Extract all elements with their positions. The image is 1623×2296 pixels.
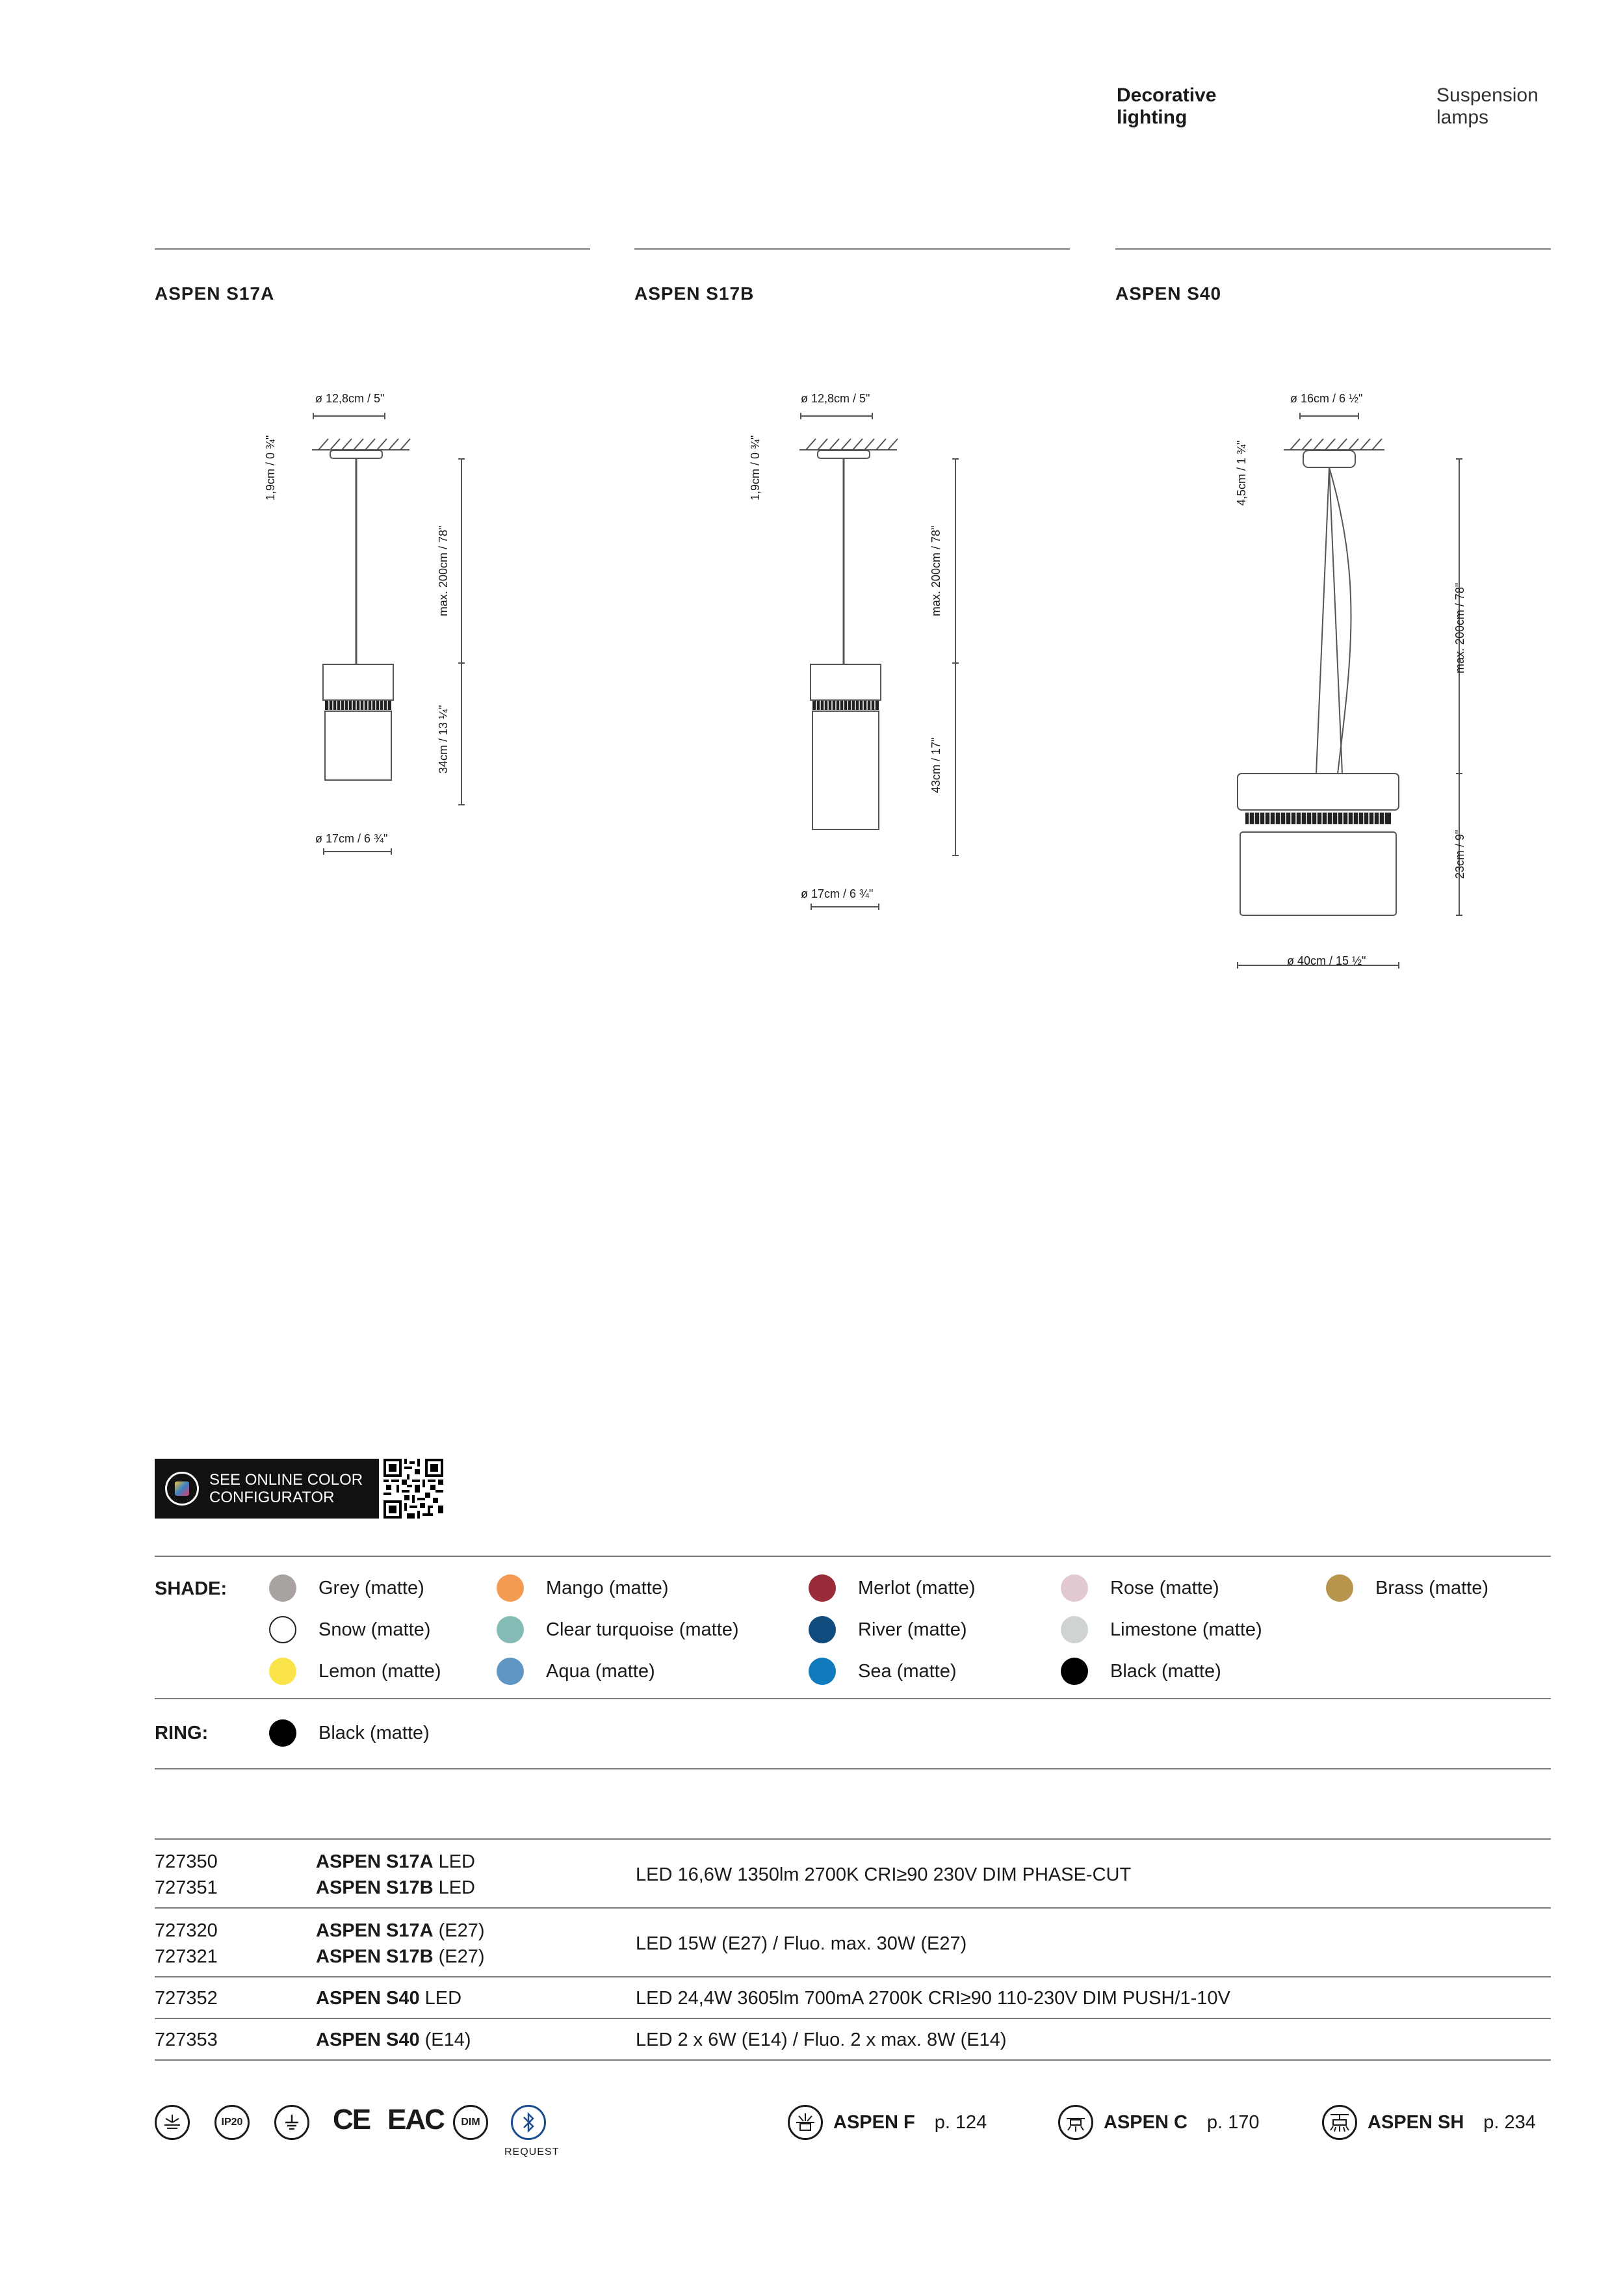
- shade-swatch: [269, 1574, 424, 1602]
- configurator-line1: SEE ONLINE COLOR: [209, 1471, 363, 1489]
- related-aspen-c-name: ASPEN C: [1104, 2111, 1188, 2133]
- table-rule-3: [155, 2018, 1551, 2019]
- shade-swatch: [1061, 1574, 1219, 1602]
- dim-body-h-s17b: 43cm / 17": [929, 737, 942, 793]
- shade-top-rule: [155, 1556, 1551, 1557]
- drawing-s17b: [734, 384, 968, 917]
- ip20-icon: IP20: [214, 2105, 250, 2140]
- request-label: REQUEST: [504, 2146, 560, 2158]
- related-aspen-sh-link[interactable]: [1322, 2105, 1536, 2140]
- related-aspen-f-name: ASPEN F: [833, 2111, 915, 2133]
- table-row-1-spec: LED 16,6W 1350lm 2700K CRI≥90 230V DIM PHASE-CUT: [636, 1864, 1132, 1885]
- color-configurator-button[interactable]: [155, 1459, 379, 1519]
- related-aspen-f-page: p. 124: [934, 2111, 987, 2133]
- dim-diam-top-s40: ø 16cm / 6 ½": [1290, 392, 1363, 405]
- shade-color-dot: [1326, 1574, 1353, 1602]
- column-divider-1: [155, 248, 590, 250]
- shade-swatch: [1061, 1658, 1221, 1685]
- shade-color-dot: [497, 1658, 524, 1685]
- shade-color-dot: [809, 1616, 836, 1643]
- dimmable-icon: DIM: [453, 2105, 488, 2140]
- dim-max-len-s17b: max. 200cm / 78": [929, 525, 942, 616]
- related-aspen-c-page: p. 170: [1206, 2111, 1260, 2133]
- table-row-4-codes: 727353: [155, 2029, 218, 2050]
- shade-color-dot: [269, 1574, 296, 1602]
- qr-code-icon[interactable]: [383, 1459, 443, 1519]
- related-aspen-sh-page: p. 234: [1483, 2111, 1536, 2133]
- table-row-2-spec: LED 15W (E27) / Fluo. max. 30W (E27): [636, 1933, 967, 1954]
- dim-diam-top-s17b: ø 12,8cm / 5": [801, 392, 870, 405]
- related-aspen-sh-name: ASPEN SH: [1368, 2111, 1464, 2133]
- shade-color-name: Mango (matte): [546, 1577, 669, 1598]
- category-label: [1117, 85, 1216, 129]
- ring-bottom-rule: [155, 1768, 1551, 1769]
- shade-color-name: Merlot (matte): [858, 1577, 976, 1598]
- shade-color-name: Grey (matte): [318, 1577, 424, 1598]
- table-rule-0: [155, 1838, 1551, 1840]
- ring-color-name: Black (matte): [318, 1722, 430, 1743]
- shade-color-dot: [1061, 1658, 1088, 1685]
- product-title-s40: ASPEN S40: [1115, 283, 1222, 304]
- shade-color-name: River (matte): [858, 1619, 967, 1640]
- shade-swatch: [497, 1574, 669, 1602]
- shade-color-name: Lemon (matte): [318, 1660, 441, 1682]
- shade-label: SHADE:: [155, 1578, 227, 1599]
- category-line2: lighting: [1117, 107, 1188, 128]
- product-title-s17a: ASPEN S17A: [155, 283, 275, 304]
- dim-diam-top-s17a: ø 12,8cm / 5": [315, 392, 385, 405]
- shade-swatch: [809, 1574, 975, 1602]
- related-aspen-c-link[interactable]: [1058, 2105, 1260, 2140]
- shade-color-dot: [1061, 1574, 1088, 1602]
- category-line1: Decorative: [1117, 85, 1217, 106]
- table-row-3-names: ASPEN S40 LED: [316, 1988, 462, 2009]
- dim-body-h-s17a: 34cm / 13 ¼": [437, 705, 450, 774]
- shade-bottom-rule: [155, 1698, 1551, 1699]
- shade-swatch: [809, 1658, 957, 1685]
- eac-mark-icon: EAC: [387, 2104, 444, 2135]
- drawing-s17a: [247, 384, 481, 865]
- shade-swatch: [497, 1658, 655, 1685]
- dim-diam-bottom-s17b: ø 17cm / 6 ¾": [801, 887, 874, 900]
- suspension-lamp-icon: [1322, 2105, 1357, 2140]
- ring-label: RING:: [155, 1723, 209, 1743]
- table-row-4-names: ASPEN S40 (E14): [316, 2029, 471, 2050]
- shade-swatch: [269, 1616, 430, 1643]
- ring-swatch-black: [269, 1719, 430, 1747]
- dim-max-len-s40: max. 200cm / 78": [1453, 582, 1466, 673]
- shade-swatch: [809, 1616, 967, 1643]
- shade-color-name: Brass (matte): [1375, 1577, 1489, 1598]
- shade-color-dot: [809, 1658, 836, 1685]
- shade-swatch: [269, 1658, 441, 1685]
- shade-color-dot: [269, 1658, 296, 1685]
- shade-swatch: [1326, 1574, 1488, 1602]
- table-rule-1: [155, 1907, 1551, 1909]
- shade-color-dot: [497, 1574, 524, 1602]
- column-divider-3: [1115, 248, 1551, 250]
- ring-color-dot: [269, 1719, 296, 1747]
- related-aspen-f-link[interactable]: [788, 2105, 987, 2140]
- table-row-2-codes: 727320 727321: [155, 1920, 218, 1967]
- dim-canopy-s17b: 1,9cm / 0 ¾": [749, 435, 762, 501]
- table-row-4-spec: LED 2 x 6W (E14) / Fluo. 2 x max. 8W (E14): [636, 2029, 1007, 2050]
- ground-earth-icon: [274, 2105, 309, 2140]
- table-row-1-codes: 727350 727351: [155, 1851, 218, 1898]
- subcategory-line2: lamps: [1436, 107, 1489, 128]
- table-rule-4: [155, 2059, 1551, 2061]
- dim-max-len-s17a: max. 200cm / 78": [437, 525, 450, 616]
- dim-canopy-s17a: 1,9cm / 0 ¾": [264, 435, 277, 501]
- column-divider-2: [634, 248, 1070, 250]
- table-row-1-names: ASPEN S17A LED ASPEN S17B LED: [316, 1851, 475, 1898]
- shade-color-dot: [809, 1574, 836, 1602]
- subcategory-line1: Suspension: [1436, 85, 1539, 106]
- shade-swatch: [497, 1616, 739, 1643]
- shade-color-name: Snow (matte): [318, 1619, 431, 1640]
- ceiling-lamp-icon: [1058, 2105, 1093, 2140]
- shade-color-dot: [269, 1616, 296, 1643]
- shade-color-dot: [497, 1616, 524, 1643]
- shade-color-name: Rose (matte): [1110, 1577, 1219, 1598]
- table-row-3-spec: LED 24,4W 3605lm 700mA 2700K CRI≥90 110-230V DIM PUSH/1-10V: [636, 1988, 1230, 2009]
- class-i-sunburst-icon: [155, 2105, 190, 2140]
- bluetooth-icon: [511, 2105, 546, 2140]
- shade-color-name: Black (matte): [1110, 1660, 1221, 1682]
- product-title-s17b: ASPEN S17B: [634, 283, 755, 304]
- shade-color-name: Limestone (matte): [1110, 1619, 1262, 1640]
- shade-swatch: [1061, 1616, 1262, 1643]
- table-row-2-names: ASPEN S17A (E27) ASPEN S17B (E27): [316, 1920, 485, 1967]
- wall-lamp-icon: [788, 2105, 823, 2140]
- configurator-line2: CONFIGURATOR: [209, 1489, 335, 1506]
- drawing-s40: [1222, 384, 1482, 982]
- dim-diam-bottom-s40: ø 40cm / 15 ½": [1287, 954, 1366, 967]
- ce-mark-icon: CE: [333, 2104, 370, 2135]
- dim-body-h-s40: 23cm / 9": [1453, 829, 1466, 879]
- subcategory-label: [1436, 85, 1539, 129]
- dim-canopy-s40: 4,5cm / 1 ¾": [1235, 440, 1248, 506]
- table-row-3-codes: 727352: [155, 1988, 218, 2009]
- shade-color-dot: [1061, 1616, 1088, 1643]
- shade-color-name: Aqua (matte): [546, 1660, 655, 1682]
- shade-color-name: Sea (matte): [858, 1660, 957, 1682]
- color-palette-icon: [165, 1472, 199, 1506]
- table-rule-2: [155, 1976, 1551, 1977]
- shade-color-name: Clear turquoise (matte): [546, 1619, 739, 1640]
- dim-diam-bottom-s17a: ø 17cm / 6 ¾": [315, 832, 388, 845]
